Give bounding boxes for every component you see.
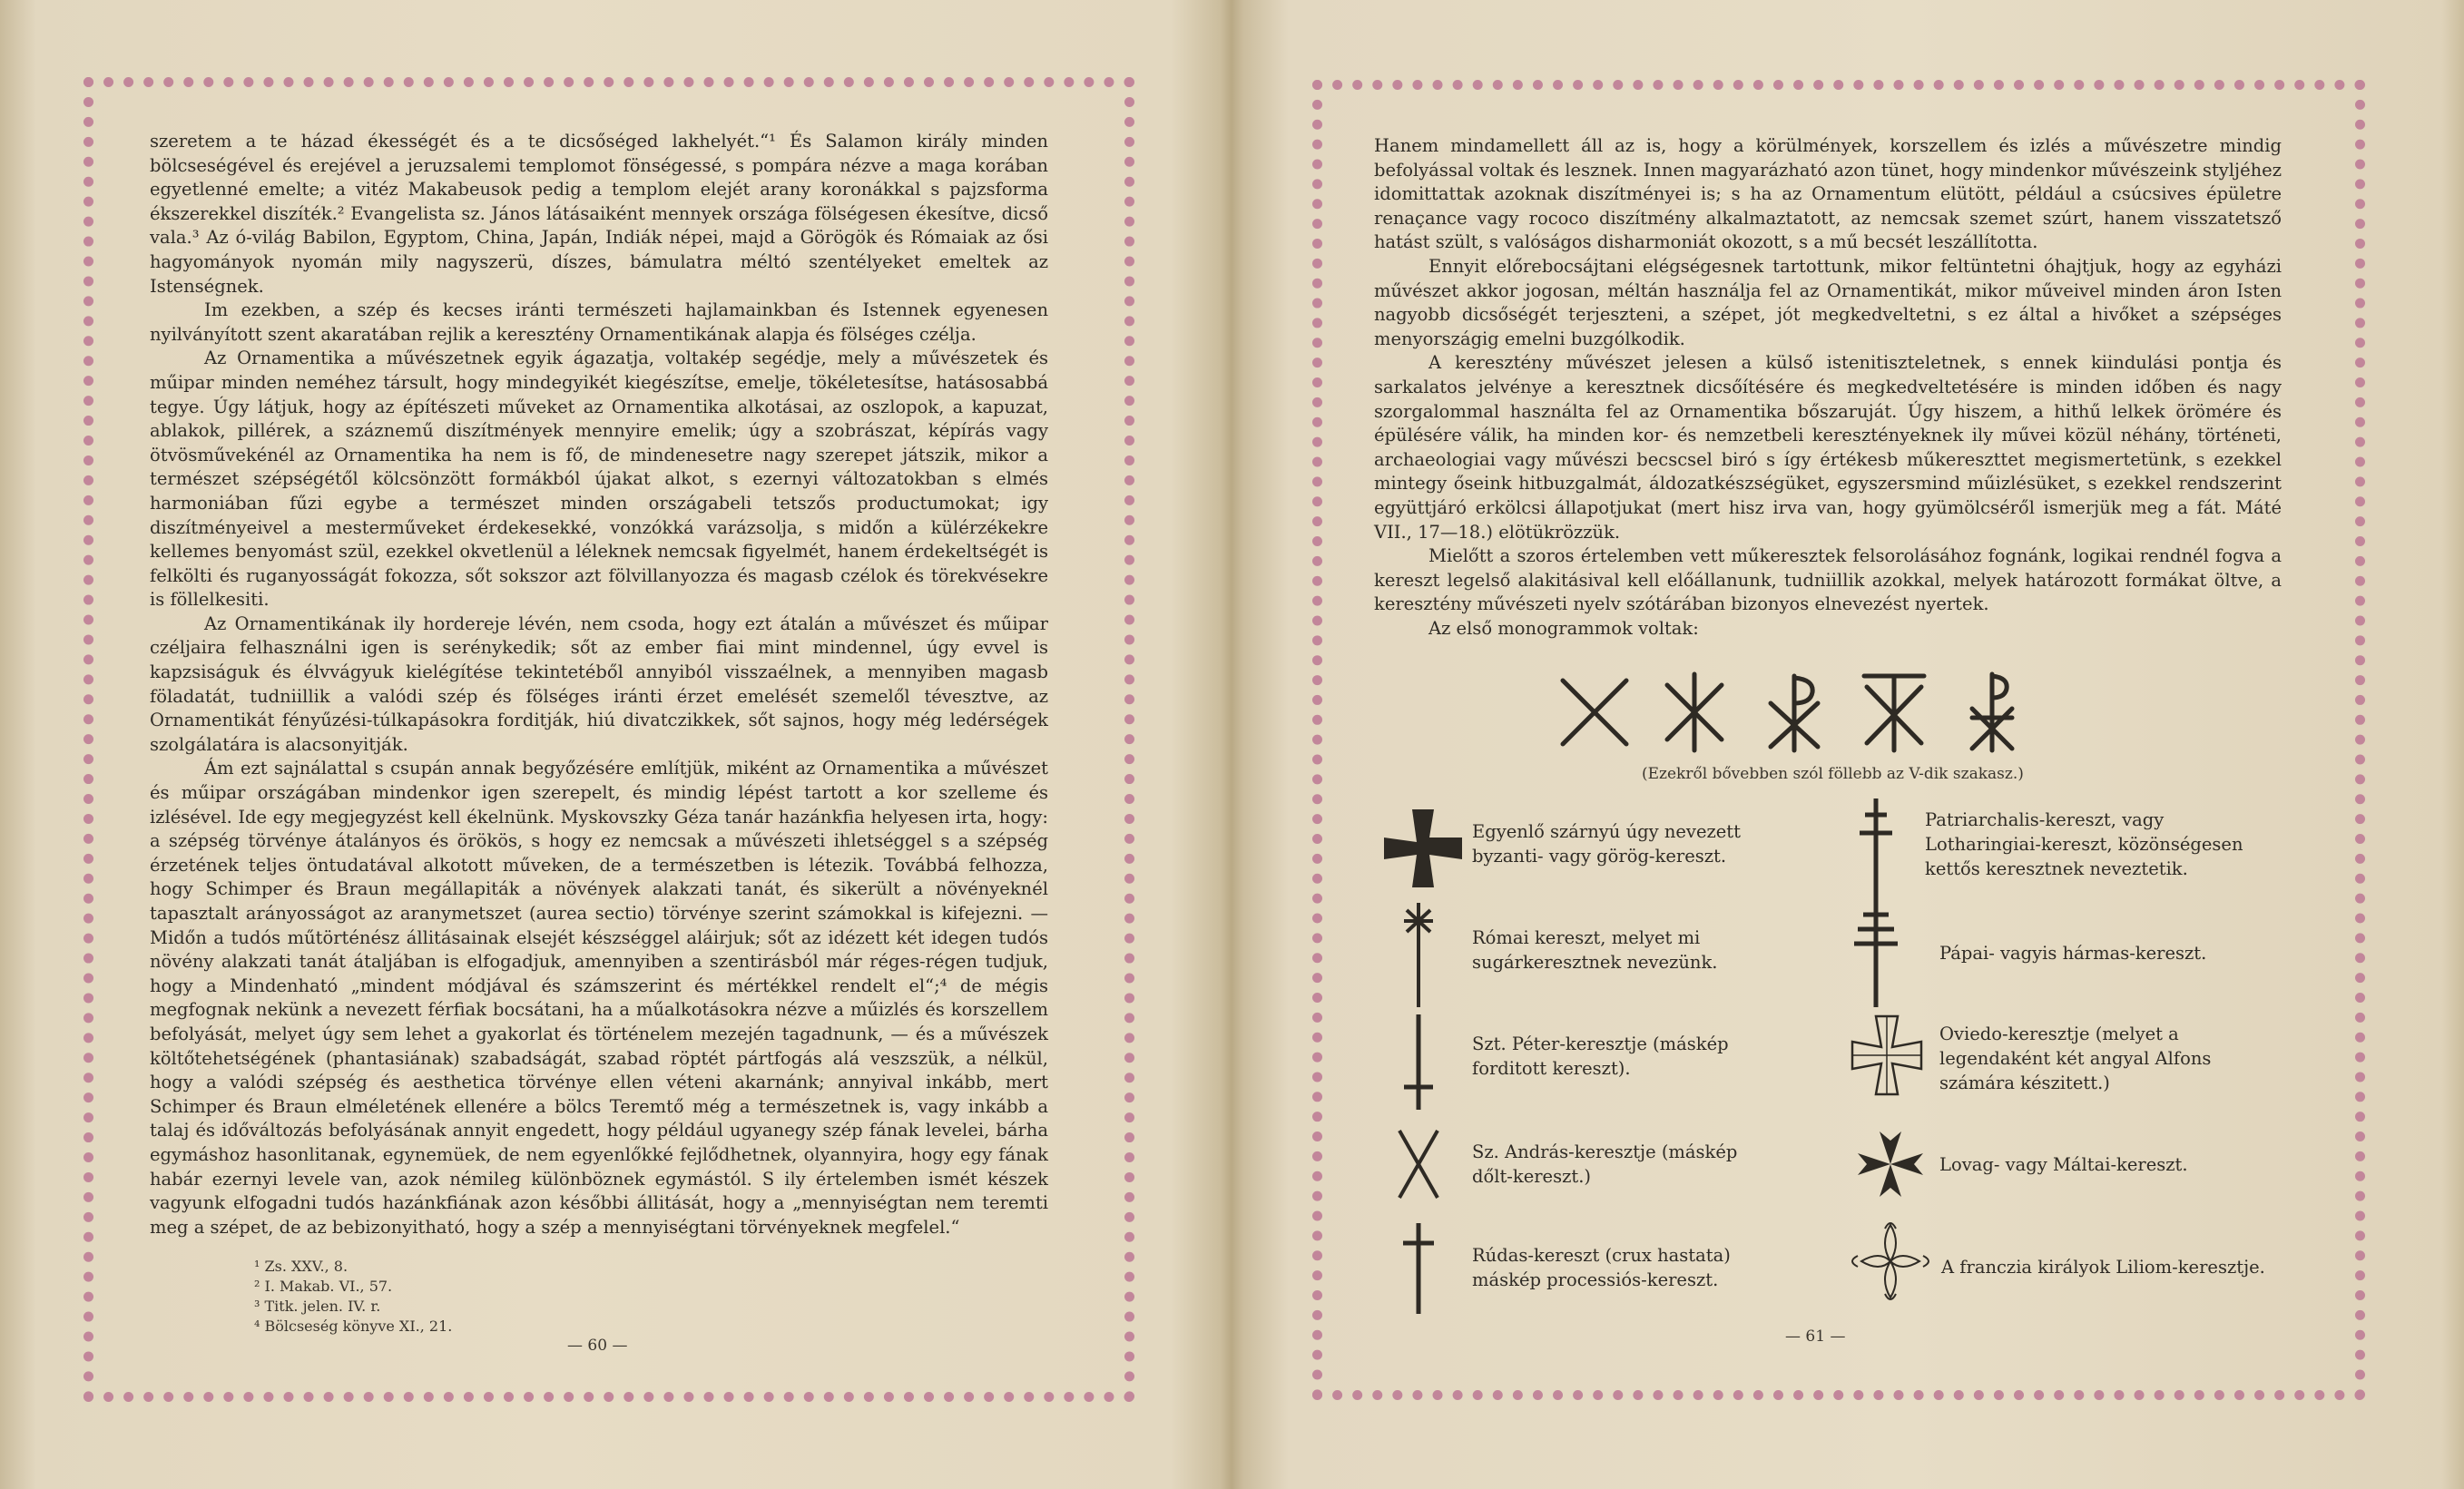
- monogram-row: [1554, 667, 2135, 758]
- page-number-left: — 60 —: [567, 1337, 628, 1355]
- cross-label-st-peter: Szt. Péter-keresztje (máskép forditott kereszt).: [1472, 1033, 1729, 1079]
- paragraph-4: Az Ornamentikának ily hordereje lévén, nem csoda, hogy ezt átalán a művészet és műipar czéljaira felhasználni igen is serénykedik; sőt az ember fiai mint mindennel, úgy evvel is kapzsiságuk és élvvágyuk kielégítése tekintetéből annyiból visszaélnek, a mennyiben magasb föladatát, tudniillik a valódi szép és fölséges iránti érzet emelését szemelől tévesztve, az Ornamentikát fényűzési-túlkapásokra forditják, hiú divatczikkek, sőt sajnos, hogy még ledérségek szolgálatára is alacsonyitják.: [150, 612, 1048, 755]
- maltese-cross-icon: [1854, 1128, 1927, 1200]
- byzantine-cross-icon: [1382, 808, 1464, 889]
- paragraph-3: A keresztény művészet jelesen a külső istenitiszteletnek, s ennek kiindulási pontja és sarkalatos jelvénye a keresztnek dicsőítésére és megkedveltetésére is minden időben és nagy szorgalommal használta fel az Ornamentika bőszaruját. Úgy hiszem, a hithű lelkek örömére és épülésére válik, ha minden kor- és nemzetbeli keresztényeknek ily művei közül néhány, történeti, archaeologiai vagy művészi becscsel biró s így értékesb műkereszttet megismertetünk, s ezekkel mintegy őseink hitbuzgalmát, áldozatkészségüket, egyszersmind műizlésüket, s ezekkel rendszerint együttjáró erkölcsi állapotjukat (mert hisz irva van, hogy gyümölcséről ismerjük meg a fát. Máté VII., 17—18.) elötükrözzük.: [1374, 352, 2282, 543]
- cross-label-papal: Pápai- vagyis hármas-kereszt.: [1939, 943, 2207, 964]
- paragraph-2: Im ezekben, a szép és kecses iránti természeti hajlamainkban és Istennek egyenesen nyilványított szent akaratában rejlik a keresztény Ornamentikának alapja és fölséges czélja.: [150, 299, 1048, 345]
- cross-label-maltese: Lovag- vagy Máltai-kereszt.: [1939, 1154, 2188, 1175]
- roman-cross-icon: [1400, 903, 1437, 1007]
- footnote-4: ⁴ Bölcseség könyve XI., 21.: [254, 1318, 453, 1335]
- right-page-text: [1374, 134, 2282, 641]
- papal-cross-icon: [1852, 898, 1900, 1007]
- oviedo-cross-icon: [1850, 1014, 1923, 1096]
- cross-label-byzantine: Egyenlő szárnyú úgy nevezett byzanti- vagy görög-kereszt.: [1472, 821, 1741, 867]
- footnotes: [254, 1257, 617, 1337]
- patriarchal-cross-icon: [1858, 798, 1894, 898]
- chi-rho-monogram-icon: [1771, 676, 1818, 750]
- lily-cross-icon: [1845, 1216, 1936, 1307]
- cross-label-st-andrew: Sz. András-keresztje (máskép dőlt-kereszt.): [1472, 1141, 1738, 1187]
- paragraph-3: Az Ornamentika a művészetnek egyik ágazatja, voltakép segédje, mely a művészetek és műipar minden neméhez társult, hogy mindegyikét kiegészítse, emelje, tökéletesítse, hatásosabbá tegye. Úgy látjuk, hogy az építészeti műveket az Ornamentika alkotásai, az oszlopok, a kapuzat, ablakok, pillérek, a száznemű diszítmények mennyire emelik; úgy a szobrászat, képírás vagy ötvösművekénél az Ornamentika ha nem is fő, de mindenesetre nagy szerepet játszik, mikor a természet szépségétől kölcsönzött formákból újakat alkot, s ezernyi változatokban s elmés harmoniában fűzi egybe a természet minden országabeli tetszős productumokat; igy diszítményeivel a mesterműveket érdekesekké, vonzókká varázsolja, s midőn a külérzékekre kellemes benyomást szül, ezekkel okvetlenül a léleknek nemcsak figyelmét, hanem érdekeltségét is felkölti és ruganyosságát fokozza, sőt sokszor azt fölvillanyozza és magasb czélok és törekvésekre is föllelkesiti.: [150, 348, 1048, 611]
- right-page: [1232, 0, 2464, 1489]
- processional-cross-icon: [1400, 1223, 1437, 1314]
- rho-chi-monogram-icon: [1972, 674, 2012, 750]
- monogram-icons: [1554, 667, 2135, 758]
- footnote-1: ¹ Zs. XXV., 8.: [254, 1258, 348, 1275]
- cross-label-lily: A franczia királyok Liliom-keresztje.: [1941, 1257, 2265, 1278]
- tau-chi-monogram-icon: [1864, 676, 1924, 750]
- cross-label-processional: Rúdas-kereszt (crux hastata) máskép processiós-kereszt.: [1472, 1245, 1731, 1290]
- st-peter-cross-icon: [1402, 1014, 1435, 1110]
- monogram-caption: (Ezekről bővebben szól föllebb az V-dik szakasz.): [1642, 765, 2024, 783]
- cross-label-patriarchal: Patriarchalis-kereszt, vagy Lotharingiai-kereszt, közönségesen kettős keresztnek neveztetik.: [1925, 809, 2243, 879]
- cross-label-oviedo: Oviedo-keresztje (melyet a legendaként két angyal Alfons számára készitett.): [1939, 1024, 2212, 1093]
- footnote-3: ³ Titk. jelen. IV. r.: [254, 1298, 381, 1315]
- iota-chi-monogram-icon: [1667, 674, 1722, 750]
- page-number-right: — 61 —: [1785, 1327, 1846, 1346]
- paragraph-5: Az első monogrammok voltak:: [1428, 617, 1699, 639]
- footnote-2: ² I. Makab. VI., 57.: [254, 1278, 393, 1295]
- paragraph-1: Hanem mindamellett áll az is, hogy a körülmények, korszellem és izlés a művészetre mindig befolyással voltak és lesznek. Innen magyarázható azon tünet, hogy mindenkor művészeink styljéhez idomittattak azoknak diszítményei is; s ha az Ornamentum elütött, például a csúcsives épületre renaçance vagy rococo diszítmény alkalmaztatott, az nemcsak szemet szúrt, hanem visszatetsző hatást szült, s valóságos disharmoniát okozott, s a mű becsét leszállította.: [1374, 135, 2282, 253]
- paragraph-2: Ennyit előrebocsájtani elégségesnek tartottunk, mikor feltüntetni óhajtjuk, hogy az egyházi művészet akkor jogosan, méltán használja fel az Ornamentikát, mikor műveivel minden áron Isten nagyobb dicsőségét terjeszteni, a szépet, jót megkedveltetni, s ez által a hivőket a szépséges menyországig emelni buzgólkodik.: [1374, 255, 2282, 349]
- cross-label-roman: Római kereszt, melyet mi sugárkeresztnek nevezünk.: [1472, 927, 1718, 973]
- left-page-text: [150, 130, 1048, 1239]
- paragraph-4: Mielőtt a szoros értelemben vett műkeresztek felsorolásához fognánk, logikai rendnél fogva a kereszt legelső alakitásival kell előállanunk, tudniillik azokkal, melyek határozott formákat öltve, a keresztény művészeti nyelv szótárában bizonyos elnevezést nyertek.: [1374, 545, 2282, 615]
- chi-monogram-icon: [1563, 681, 1626, 744]
- st-andrew-cross-icon: [1397, 1128, 1440, 1200]
- paragraph-5: Ám ezt sajnálattal s csupán annak begyőzésére említjük, miként az Ornamentika a művészet és műipar országában mindenkor igen szerepelt, és mindig lépést tartott a kor szelleme és izlésével. Ide egy megjegyzést kell ékelnünk. Myskovszky Géza tanár hazánkfia helyesen irta, hogy: a szépség törvénye átalányos és örökös, s hogy ez nemcsak a művészeti ihletséggel s a szépség érzetének teljes öntudatával alkotott műveken, de a természetben is létezik. Továbbá felhozza, hogy Schimper és Braun megállapiták a növények alakzati tanát, és sikerült a növényeknél tapasztalt arányosságot az aranymetszet (aurea sectio) törvénye szerint számokkal is kifejezni. — Midőn a tudós műtörténész állitásainak elsejét készséggel aláirjuk; sőt az idézett két idegen tudós növény alakzati tanát átaljában is elfogadjuk, amennyiben a szentirásból már réges-régen tudjuk, hogy a Mindenható „mindent módjával és számszerint és mértékkel rendelt el“;⁴ de mégis megfognak nekünk a nevezett férfiak bocsátani, ha a műalkotásokra nézve a műizlés és korszellem befolyását, melyet úgy sem lehet a gyakorlat és történelem mezején tagadnunk, — és a művészek költőtehetségének (phantasiának) szabadságát, szabad röptét pártfogás alá veszszük, a nélkül, hogy a valódi szépség és aesthetica törvénye ellen véteni akarnánk; annyival inkább, mert Schimper és Braun elméletének ellenére a bölcs Teremtő még a természetnek is, vagy inkább a talaj és időváltozás befolyásának annyit engedett, hogy például ugyanegy szép fának levelei, bárha egymáshoz hasonlitanak, egynemüek, de nem egyenlőkké fejlődhetnek, olyannyira, hogy egy fának habár ezernyi levele van, azok némileg különböznek egymástól. S ily értelemben ismét készek vagyunk elfogadni tudós hazánkfiának azon későbbi állitását, hogy a „mennyiségtan nem teremti meg a szépet, de az bebizonyitható, hogy a szép a mennyiségtani törvényeknek megfelel.“: [150, 758, 1048, 1238]
- paragraph-1: szeretem a te házad ékességét és a te dicsőséged lakhelyét.“¹ És Salamon király minden bölcseségével és erejével a jeruzsalemi templomot fönségessé, s pompára nézve a maga korában egyetlenné emelte; a vitéz Makabeusok pedig a templom elejét arany koronákkal s pajzsforma ékszerekkel diszíték.² Evangelista sz. János látásaiként mennyek országa fölségesen ékesítve, dicső vala.³ Az ó-világ Babilon, Egyptom, China, Japán, Indiák népei, majd a Görögök és Rómaiak az ősi hagyományok nyomán mily nagyszerü, díszes, bámulatra méltó szentélyeket emeltek az Istenségnek.: [150, 131, 1048, 297]
